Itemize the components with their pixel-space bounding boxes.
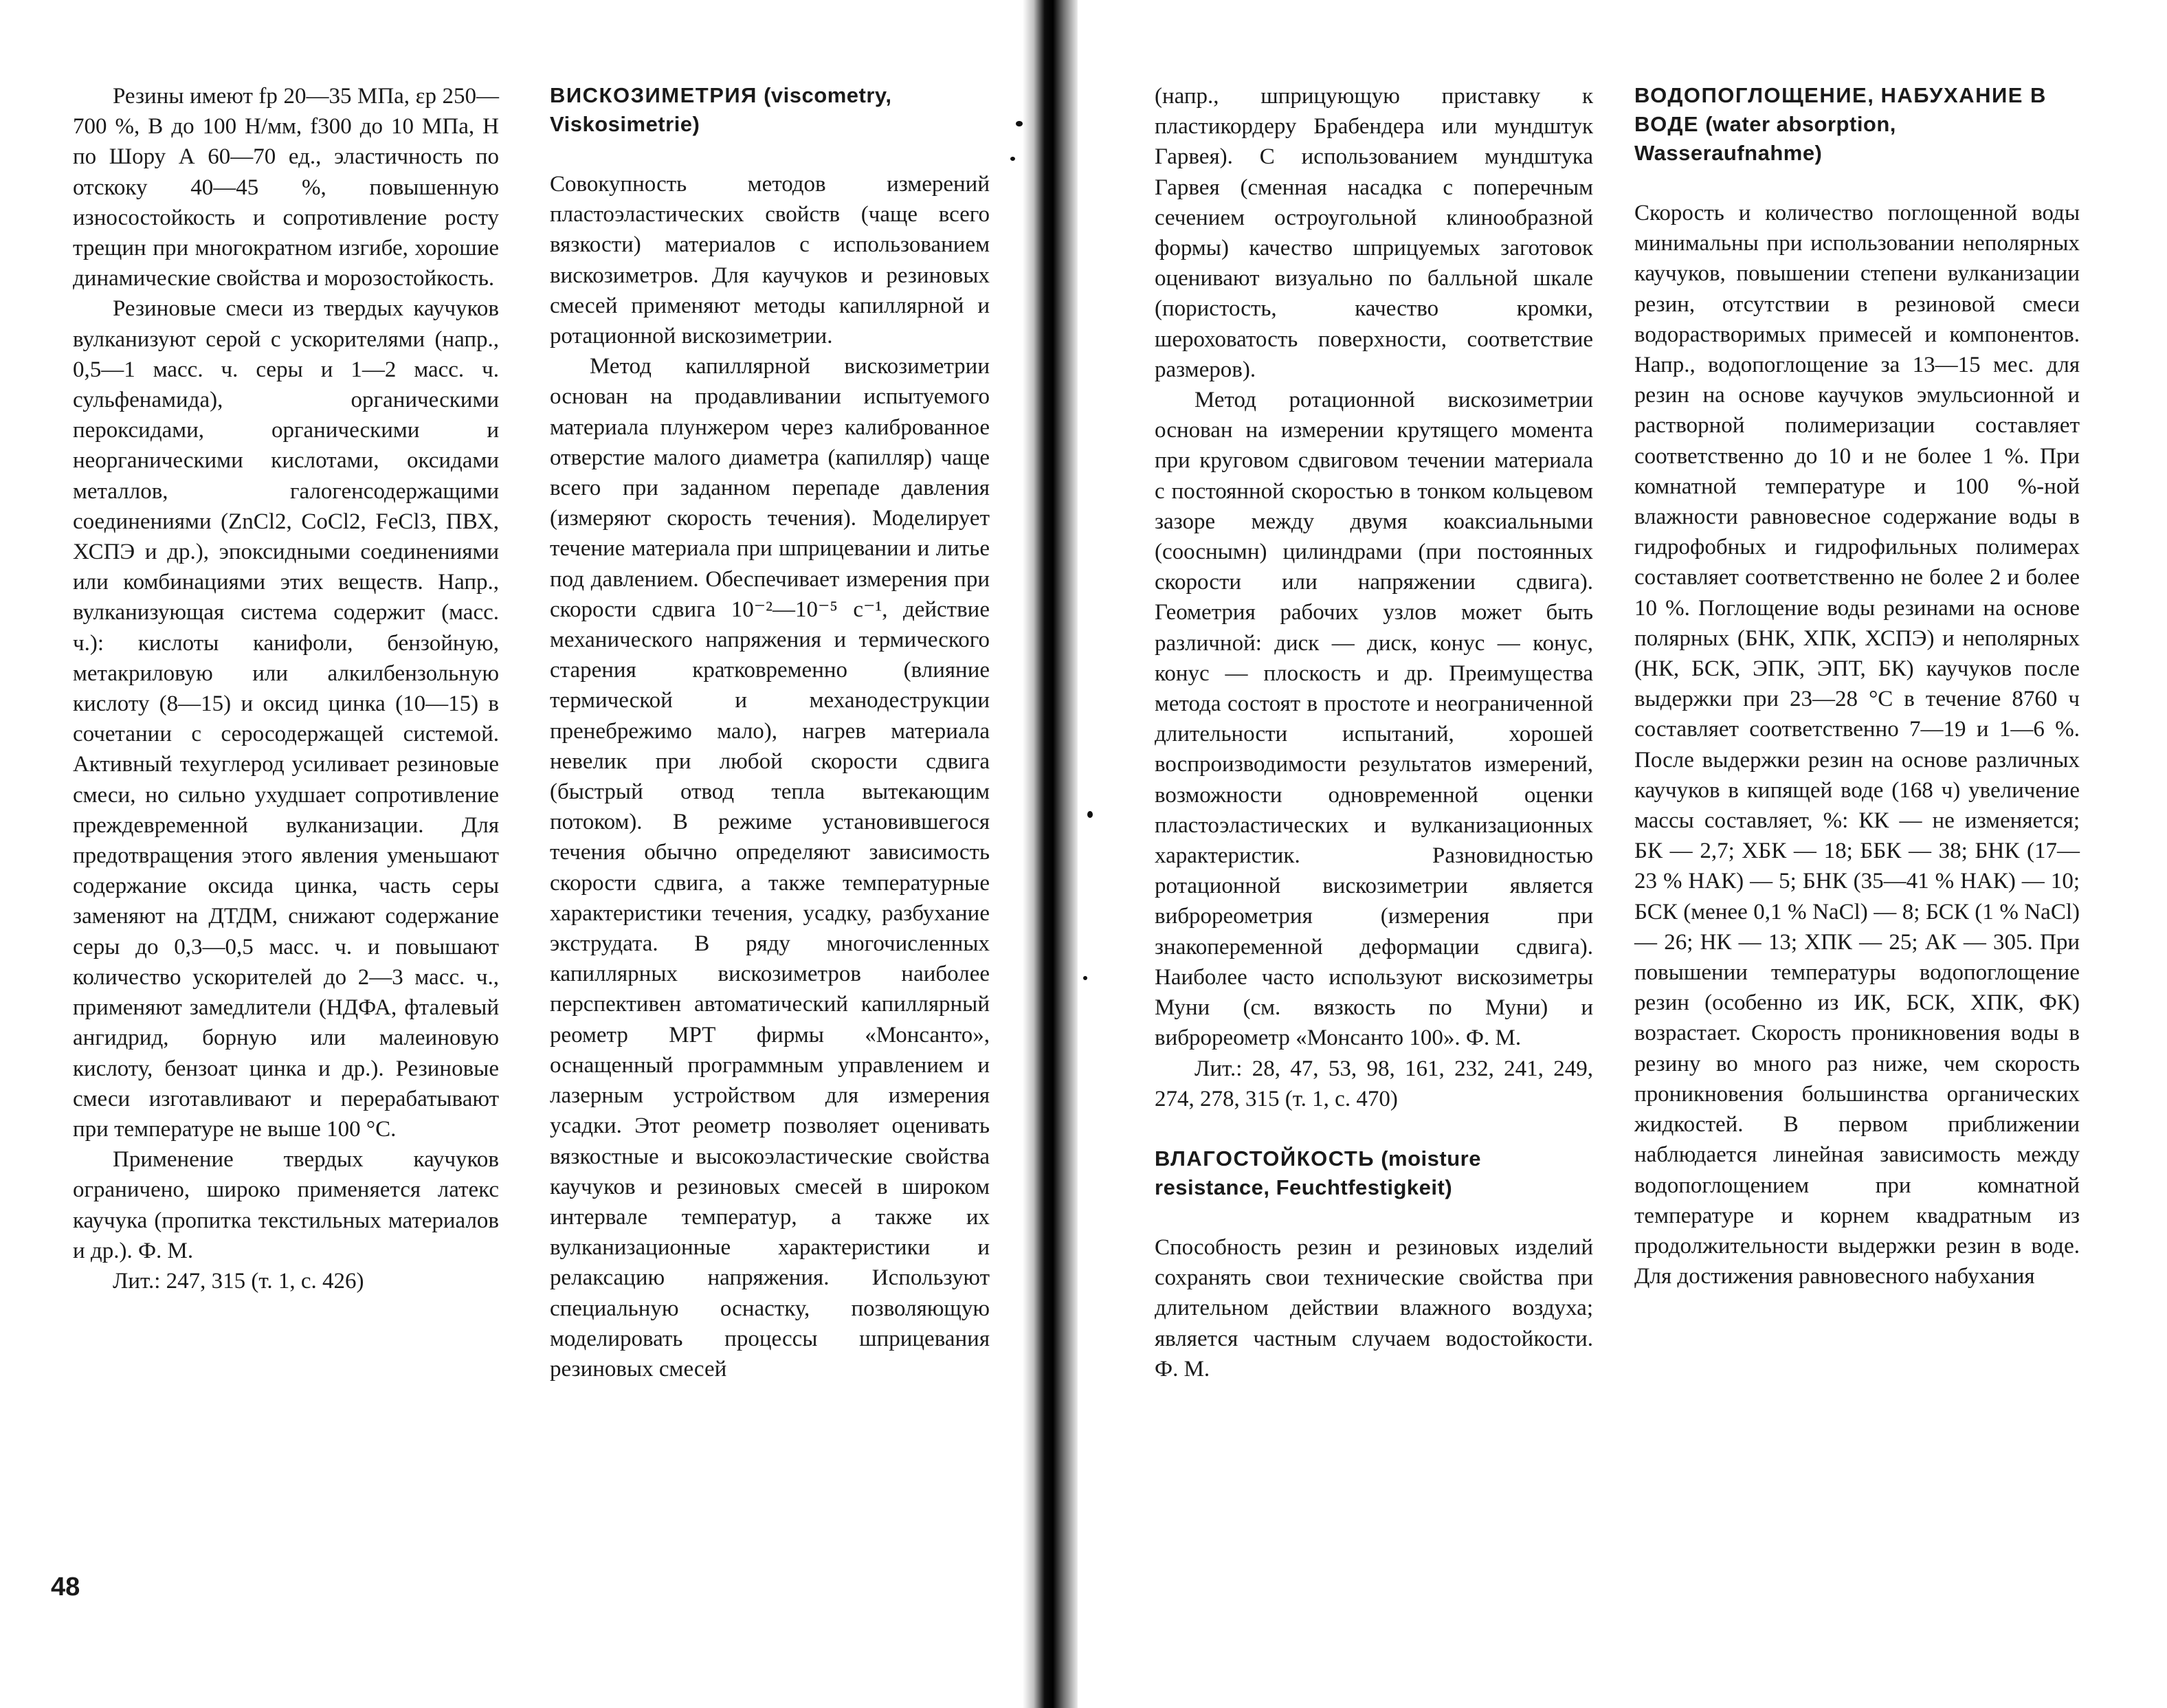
paragraph: Резины имеют fр 20—35 МПа, εр 250—700 %, В до 100 Н/мм, f300 до 10 МПа, Н по Шору А 60—70 ед., эластичность по отскоку 40—45 %, повышенную износостойкость и сопротивление росту трещин при многократном изгибе, хорошие динамические свойства и морозостойкость. [73,84,499,291]
heading-translation: (moisture resistance, Feuchtfestigkeit) [1155,1146,1481,1199]
entry-heading-water-absorption [1634,81,2080,168]
paragraph: Метод ротационной вискозиметрии основан на измерении крутящего момента при круговом сдвиговом течении материала с постоянной скоростью в тонком кольцевом зазоре между двумя коаксиальными (сооснымн) цилиндрами (при постоянных скорости или напряжении сдвига). Геометрия рабочих узлов может быть различной: диск — диск, конус — конус, конус — плоскость и др. Преимущества метода состоят в простоте и неограниченной длительности испытаний, хорошей воспроизводимости результатов измерений, возможности одновременной оценки пластоэластических и вулканизационных характеристик. Разновидностью ротационной вискозиметрии является виброреометрия (измерения при знакопеременной деформации сдвига). Наиболее часто используют вискозиметры Муни (см. вязкость по Муни) и виброреометр «Монсанто 100». Ф. М. [1155,388,1593,1051]
paragraph: Совокупность методов измерений пластоэластических свойств (чаще всего вязкости) материалов с использованием вискозиметров. Для каучуков и резиновых смесей применяют методы капиллярной и ротационной вискозиметрии. [550,172,990,349]
entry-heading-viscometry [550,81,990,139]
heading-term: ВЛАГОСТОЙКОСТЬ [1155,1146,1375,1171]
right-page-column-1 [1155,81,1593,1384]
heading-term: ВИСКОЗИМЕТРИЯ [550,83,757,107]
gutter-speck [1016,121,1023,126]
gutter-speck [1087,811,1093,818]
paragraph: Скорость и количество поглощенной воды минимальны при использовании неполярных каучуков, повышении степени вулканизации резин, отсутствии в резиновой смеси водорастворимых примесей и компонентов. Напр., водопоглощение за 13—15 мес. для резин на основе каучуков эмульсионной и растворной полимеризации составляет соответственно до 10 и не более 1 %. При комнатной температуре и 100 %-ной влажности равновесное содержание воды в гидрофобных и гидрофильных полимерах составляет соответственно не более 2 и более 10 %. Поглощение воды резинами на основе полярных (БНК, ХПК, ХСПЭ) и неполярных (НК, БСК, ЭПК, ЭПТ, БК) каучуков после выдержки при 23—28 °С в течение 8760 ч составляет соответственно 7—19 и 1—6 %. После выдержки резин на основе различных каучуков в кипящей воде (168 ч) увеличение массы составляет, %: КК — не изменяется; БК — 2,7; ХБК — 18; ББК — 38; БНК (17—23 % НАК) — 5; БНК (35—41 % НАК) — 10; БСК (менее 0,1 % NaCl) — 8; БСК (1 % NaCl) — 26; НК — 13; ХПК — 25; АК — 305. При повышении температуры водопоглощение резин (особенно из ИК, БСК, ХПК, ФК) возрастает. Скорость проникновения воды в резину во много раз ниже, чем скорость проникновения большинства органических жидкостей. В первом приближении наблюдается линейная зависимость между водопоглощением при комнатной температуре и корнем квадратным из продолжительности выдержки резин в воде. Для достижения равновесного набухания [1634,201,2080,1289]
heading-term-continued: НАБУХАНИЕ В ВОДЕ [1634,83,2047,136]
gutter-speck [1010,157,1015,161]
gutter-speck [1083,976,1087,980]
left-page-column-1 [73,81,499,1296]
entry-heading-moisture-resistance [1155,1144,1593,1202]
paragraph: Способность резин и резиновых изделий сохранять свои технические свойства при длительном действии влажного воздуха; является частным случаем водостойкости. Ф. М. [1155,1234,1593,1382]
paragraph: (напр., шприцующую приставку к пластикордеру Брабендера или мундштук Гарвея). С использованием мундштука Гарвея (сменная насадка с поперечным сечением остроугольной клинообразной формы) качество шприцуемых заготовок оценивают визуально по балльной шкале (пористость, качество кромки, шероховатость поверхности, соответствие размеров). [1155,84,1593,382]
literature-reference: Лит.: 247, 315 (т. 1, с. 426) [113,1268,364,1294]
spacer [1155,1114,1593,1144]
book-gutter-shadow [1023,0,1078,1708]
page-number: 48 [51,1573,80,1601]
left-page-column-2 [550,81,990,1384]
paragraph: Метод капиллярной вискозиметрии основан на продавливании испытуемого материала плунжером через калиброванное отверстие малого диаметра (капилляр) чаще всего при заданном перепаде давления (измеряют скорость течения). Моделирует течение материала при шприцевании и литье под давлением. Обеспечивает измерения при скорости сдвига 10⁻²—10⁻⁵ с⁻¹, действие механического напряжения и термического старения кратковременно (влияние термической и механодеструкции пренебрежимо мало), нагрев материала невелик при любой скорости сдвига (быстрый отвод тепла вытекающим потоком). В режиме установившегося течения обычно определяют зависимость скорости сдвига, а также температурные характеристики течения, усадку, разбухание экструдата. В ряду многочисленных капиллярных вискозиметров наиболее перспективен автоматический капиллярный реометр МРТ фирмы «Монсанто», оснащенный программным управлением и лазерным устройством для измерения усадки. Этот реометр позволяет оценивать вязкостные и высокоэластические свойства каучуков и резиновых смесей в широком интервале температур, а также их вулканизационные характеристики и релаксацию напряжения. Используют специальную оснастку, позволяющую моделировать процессы шприцевания резиновых смесей [550,354,990,1382]
heading-translation: (water absorption, Wasseraufnahme) [1634,112,1896,165]
right-page-column-2 [1634,81,2080,1291]
heading-translation: (viscometry, Viskosimetrie) [550,83,892,136]
heading-term: ВОДОПОГЛОЩЕНИЕ, [1634,83,1875,107]
paragraph: Применение твердых каучуков ограничено, широко применяется латекс каучука (пропитка текстильных материалов и др.). Ф. М. [73,1147,499,1263]
literature-reference: Лит.: 28, 47, 53, 98, 161, 232, 241, 249, 274, 278, 315 (т. 1, с. 470) [1155,1056,1593,1111]
paragraph: Резиновые смеси из твердых каучуков вулканизуют серой с ускорителями (напр., 0,5—1 масс. ч. серы и 1—2 масс. ч. сульфенамида), органическими пероксидами, органическими и неорганическими кислотами, оксидами металлов, галогенсодержащими соединениями (ZnCl2, CoCl2, FeCl3, ПВХ, ХСПЭ и др.), эпоксидными соединениями или комбинациями этих веществ. Напр., вулканизующая система содержит (масс. ч.): кислоты канифоли, бензойную, метакриловую или алкилбензольную кислоту (8—15) и оксид цинка (10—15) в сочетании с серосодержащей системой. Активный техуглерод усиливает резиновые смеси, но сильно ухудшает сопротивление преждевременной вулканизации. Для предотвращения этого явления уменьшают содержание оксида цинка, часть серы заменяют на ДТДМ, снижают содержание серы до 0,3—0,5 масс. ч. и повышают количество ускорителей до 2—3 масс. ч., применяют замедлители (НДФА, фталевый ангидрид, борную или малеиновую кислоту, бензоат цинка и др.). Резиновые смеси изготавливают и перерабатывают при температуре не выше 100 °С. [73,296,499,1142]
